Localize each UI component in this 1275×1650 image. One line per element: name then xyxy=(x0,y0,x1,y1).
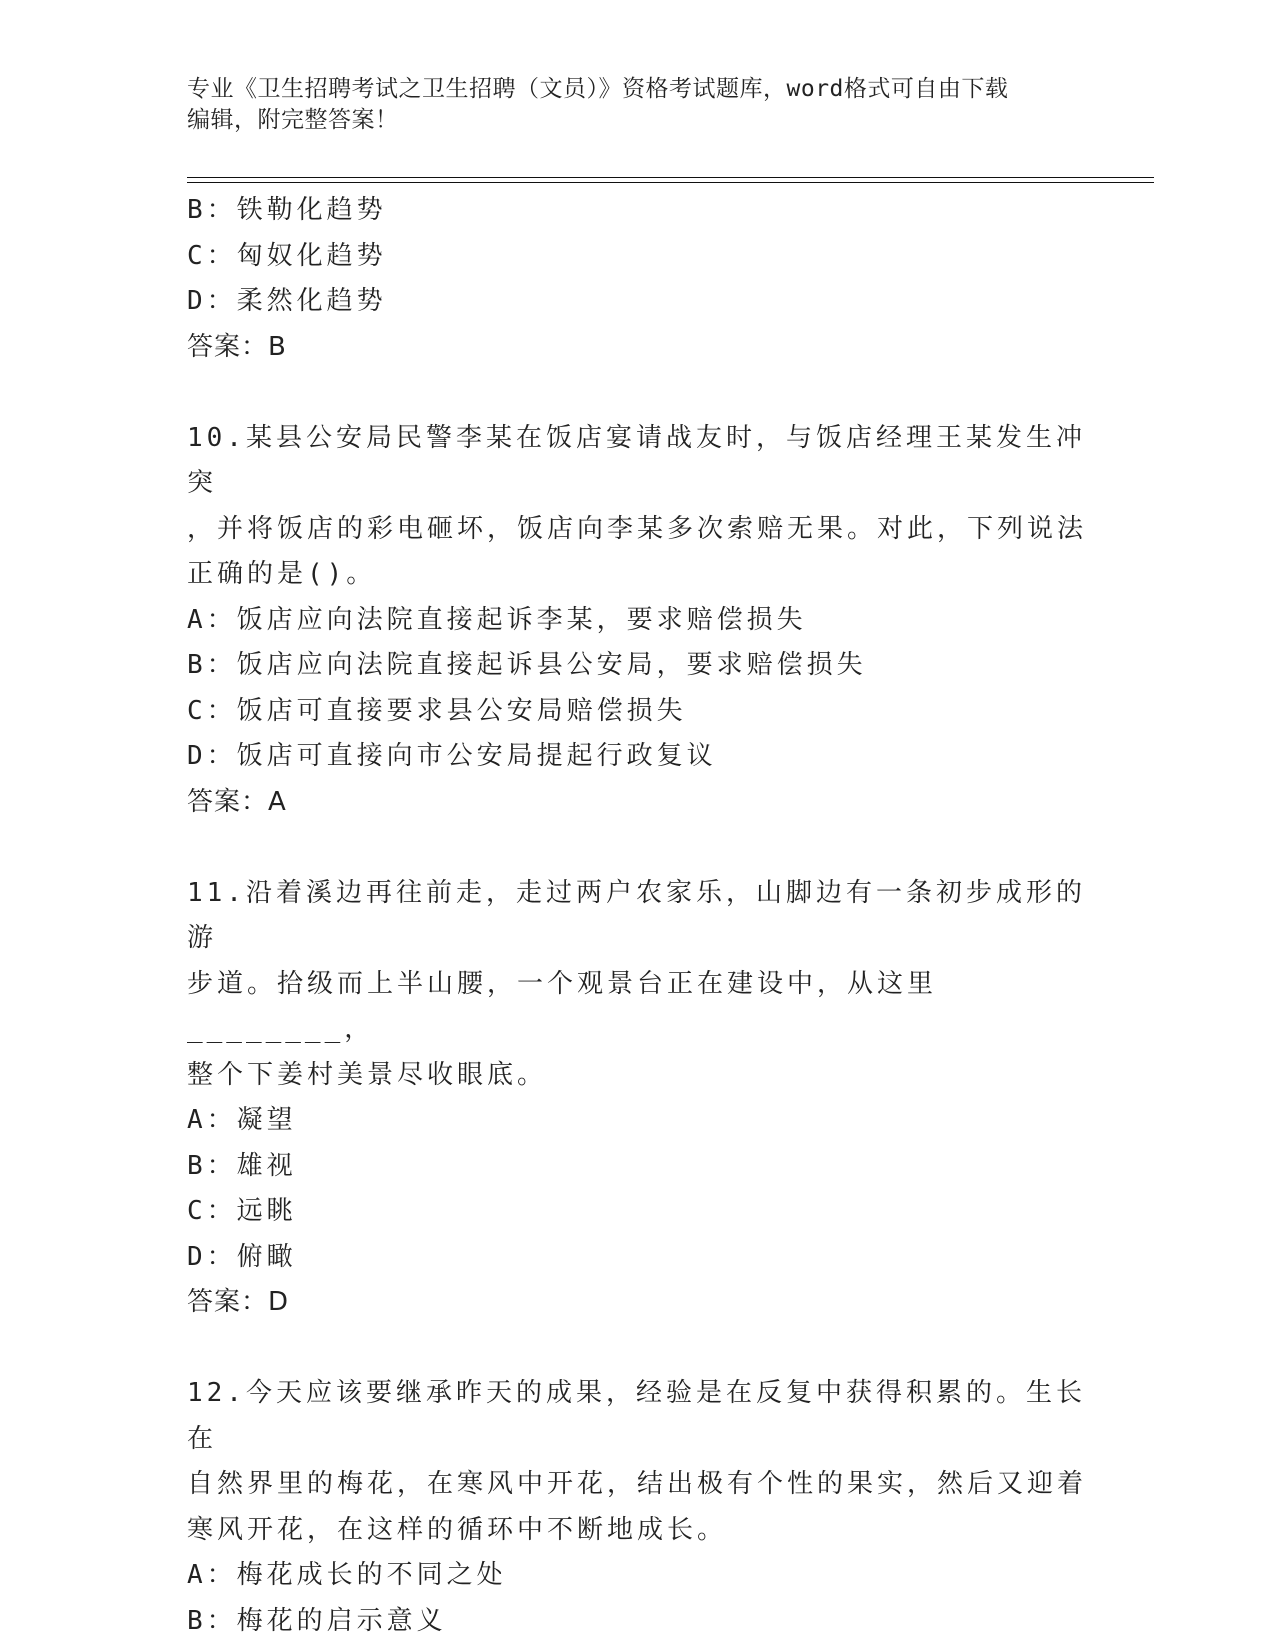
question-12 xyxy=(187,1371,1087,1644)
question-10 xyxy=(187,416,1087,826)
answer-line: 答案：D xyxy=(187,1287,290,1317)
question-stem-line: 自然界里的梅花，在寒风中开花，结出极有个性的果实，然后又迎着 xyxy=(187,1469,1088,1499)
option-a: A：梅花成长的不同之处 xyxy=(187,1560,507,1590)
question-stem-line: 整个下姜村美景尽收眼底。 xyxy=(187,1059,548,1090)
option-b: B：雄视 xyxy=(187,1150,297,1181)
spacer xyxy=(187,825,1087,871)
option-a: A：饭店应向法院直接起诉李某，要求赔偿损失 xyxy=(187,604,807,635)
answer-line: 答案：B xyxy=(187,331,287,362)
option-a: A：凝望 xyxy=(187,1105,297,1135)
header-line-2: 编辑，附完整答案！ xyxy=(187,107,399,133)
question-stem-line: 12.今天应该要继承昨天的成果，经验是在反复中获得积累的。生长在 xyxy=(187,1378,1086,1454)
spacer xyxy=(187,370,1087,416)
header-divider-top xyxy=(187,177,1154,178)
option-d: D：饭店可直接向市公安局提起行政复议 xyxy=(187,741,717,771)
header-divider-bottom xyxy=(187,182,1154,183)
question-stem-line: 11.沿着溪边再往前走，走过两户农家乐，山脚边有一条初步成形的游 xyxy=(187,877,1086,953)
option-b: B：梅花的启示意义 xyxy=(187,1605,447,1636)
question-stem-line: ，并将饭店的彩电砸坏，饭店向李某多次索赔无果。对此，下列说法 xyxy=(187,513,1088,544)
question-stem-line: 10.某县公安局民警李某在饭店宴请战友时，与饭店经理王某发生冲突 xyxy=(187,422,1086,498)
header-line-1: 专业《卫生招聘考试之卫生招聘（文员）》资格考试题库，word格式可自由下载 xyxy=(187,76,1009,102)
option-b: B：铁勒化趋势 xyxy=(187,195,387,225)
option-d: D：俯瞰 xyxy=(187,1241,297,1272)
option-c: C：匈奴化趋势 xyxy=(187,240,387,271)
option-c: C：远眺 xyxy=(187,1196,297,1226)
document-header xyxy=(187,74,1087,136)
question-9-tail xyxy=(187,188,1087,370)
question-stem-line: 步道。拾级而上半山腰，一个观景台正在建设中，从这里________， xyxy=(187,968,938,1044)
question-stem-line: 寒风开花，在这样的循环中不断地成长。 xyxy=(187,1514,728,1545)
option-d: D：柔然化趋势 xyxy=(187,286,387,316)
answer-line: 答案：A xyxy=(187,786,287,817)
option-b: B：饭店应向法院直接起诉县公安局，要求赔偿损失 xyxy=(187,650,867,680)
option-c: C：饭店可直接要求县公安局赔偿损失 xyxy=(187,695,687,726)
spacer xyxy=(187,1326,1087,1372)
question-stem-line: 正确的是()。 xyxy=(187,559,377,589)
question-list xyxy=(187,188,1087,1644)
question-11 xyxy=(187,871,1087,1326)
